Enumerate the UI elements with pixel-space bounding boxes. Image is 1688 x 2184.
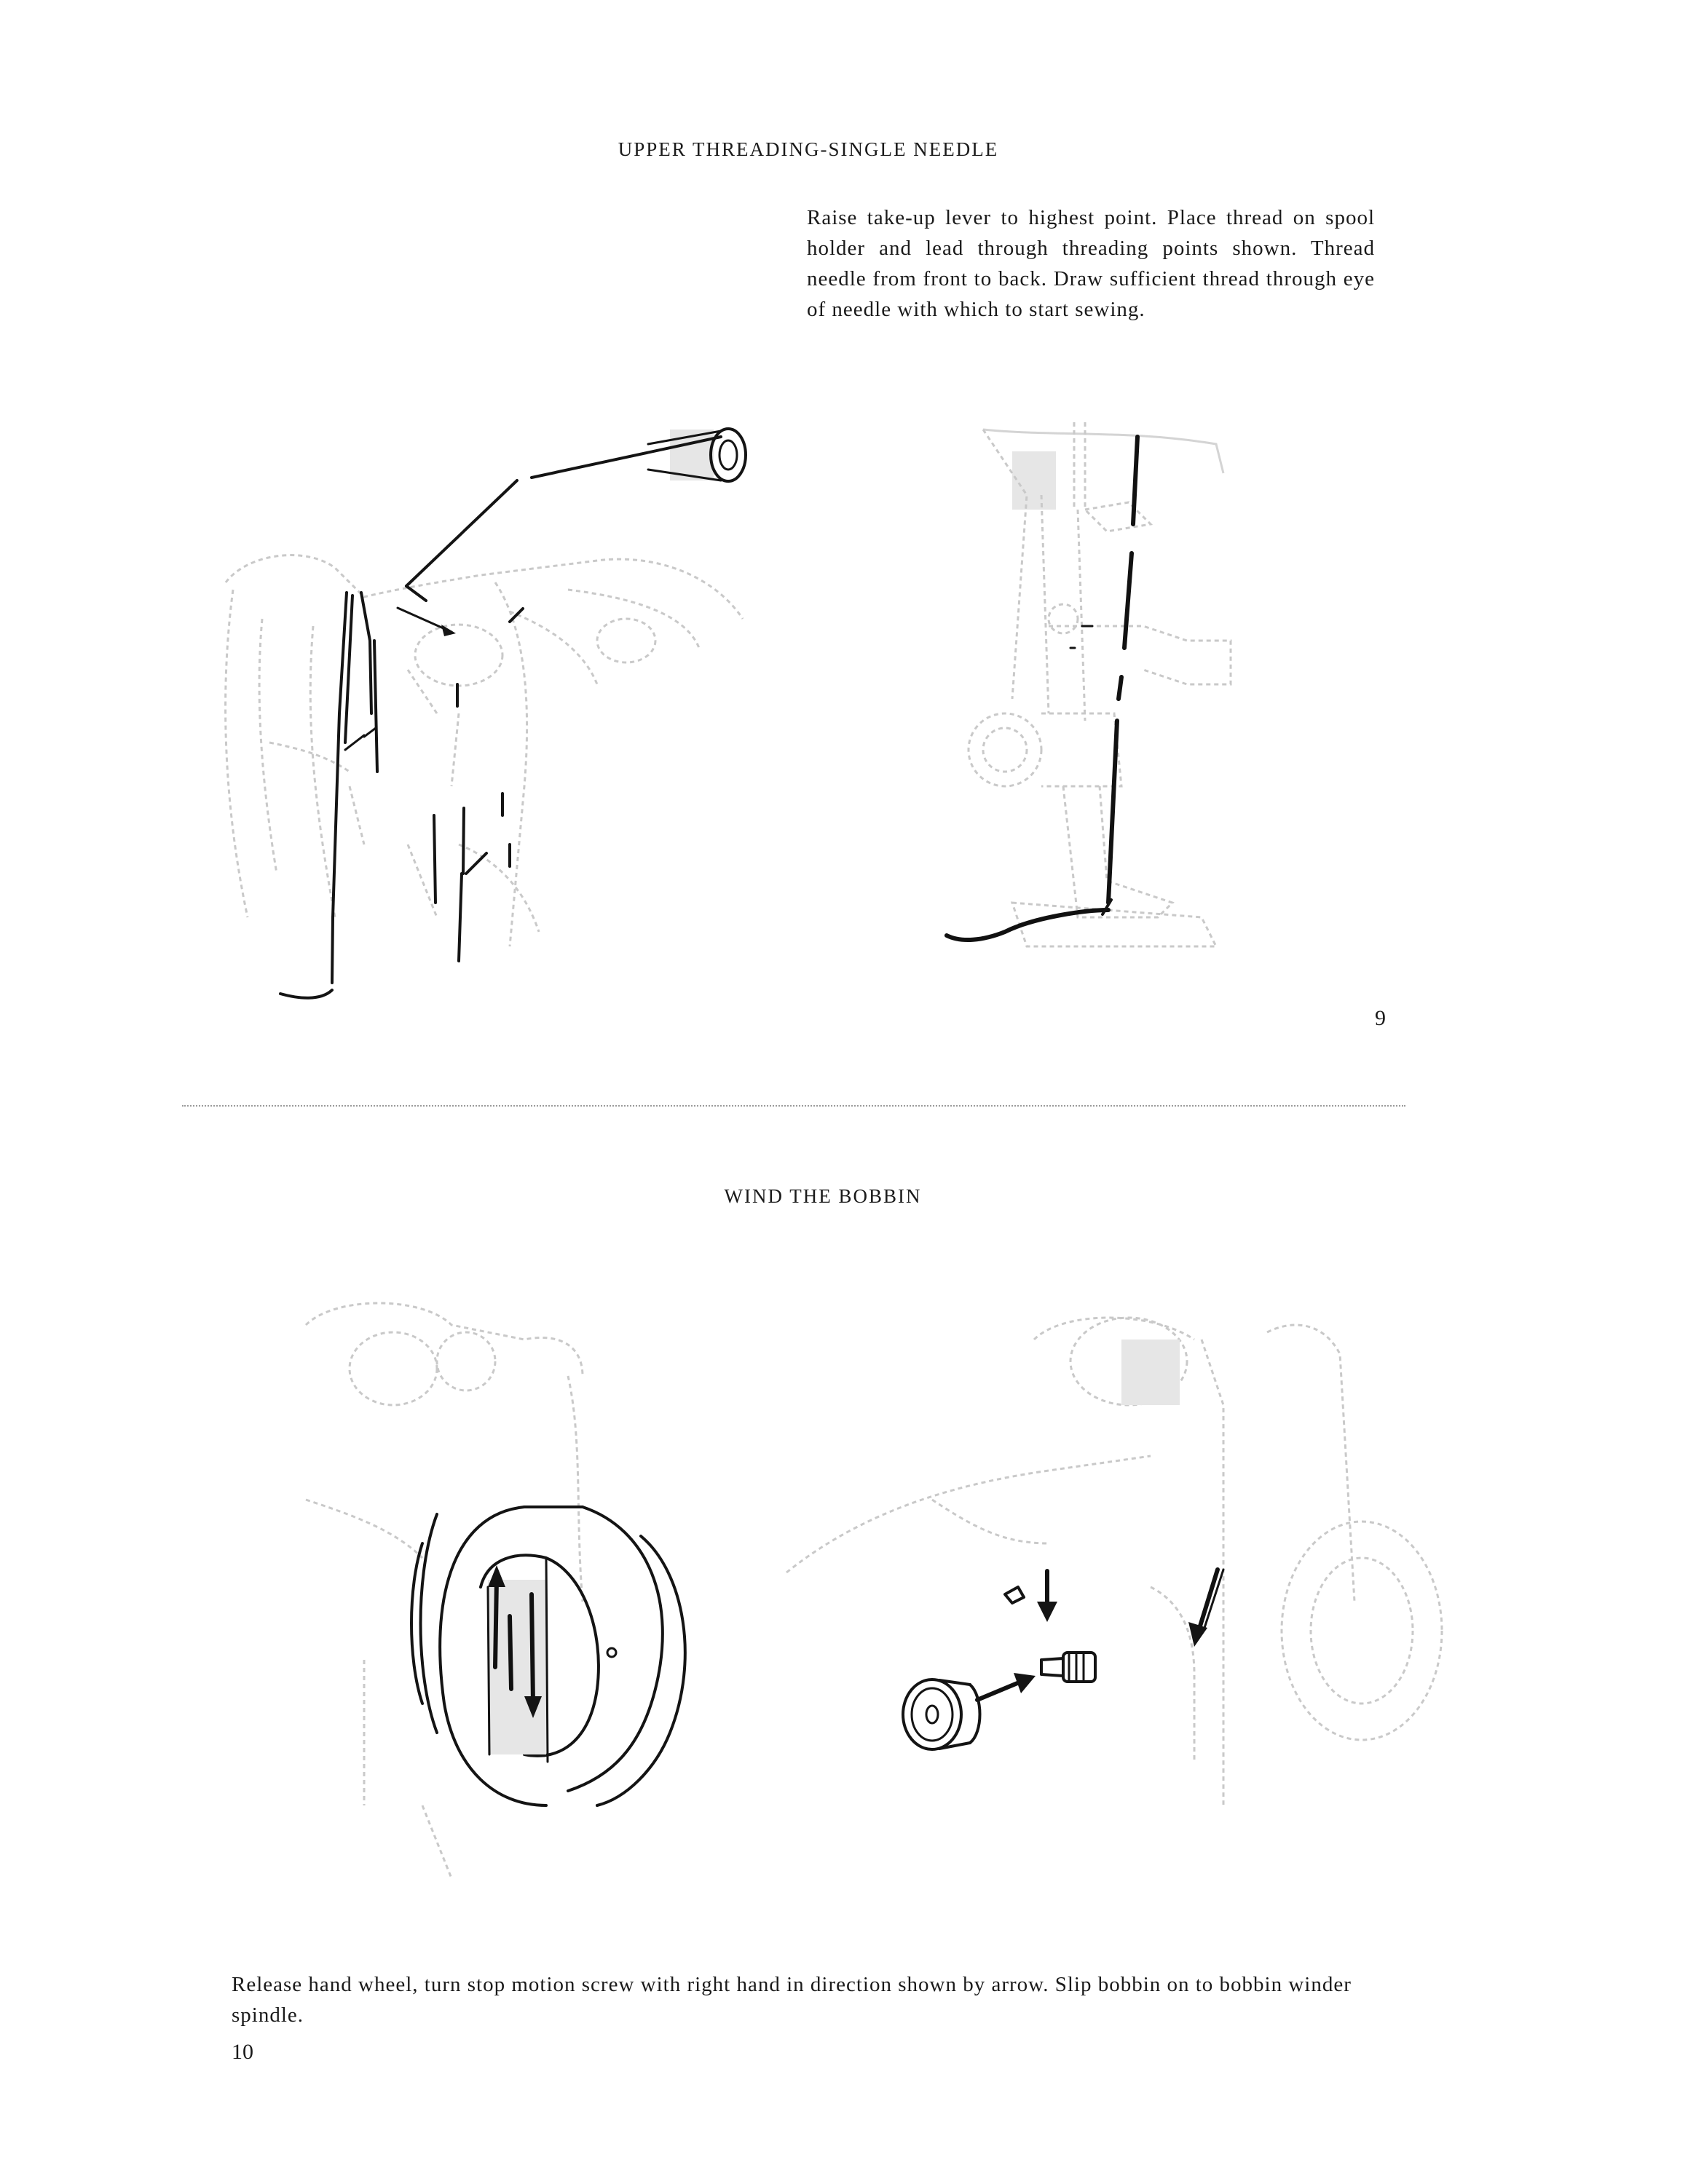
wind-bobbin-instructions: Release hand wheel, turn stop motion screw with right hand in direction shown by arrow. Slip bobbin on to bobbin winder spindle. [232, 1973, 1352, 2027]
lower-page-number: 10 [232, 2040, 253, 2064]
upper-page-number: 9 [1375, 1006, 1386, 1030]
lower-section-heading: WIND THE BOBBIN [724, 1185, 922, 1207]
upper-section-heading: UPPER THREADING-SINGLE NEEDLE [618, 138, 999, 160]
upper-threading-instructions: Raise take-up lever to highest point. Place thread on spool holder and lead through threading points shown. Thread needle from front to back. Draw sufficient thread through eye of needle with which to start sewing. [807, 206, 1375, 321]
page-divider [182, 1105, 1405, 1107]
hand-wheel-illustration [306, 1296, 714, 1893]
needle-threading-illustration [939, 408, 1347, 976]
bobbin-spindle-illustration [786, 1296, 1427, 1893]
threading-path-illustration [218, 408, 816, 1005]
